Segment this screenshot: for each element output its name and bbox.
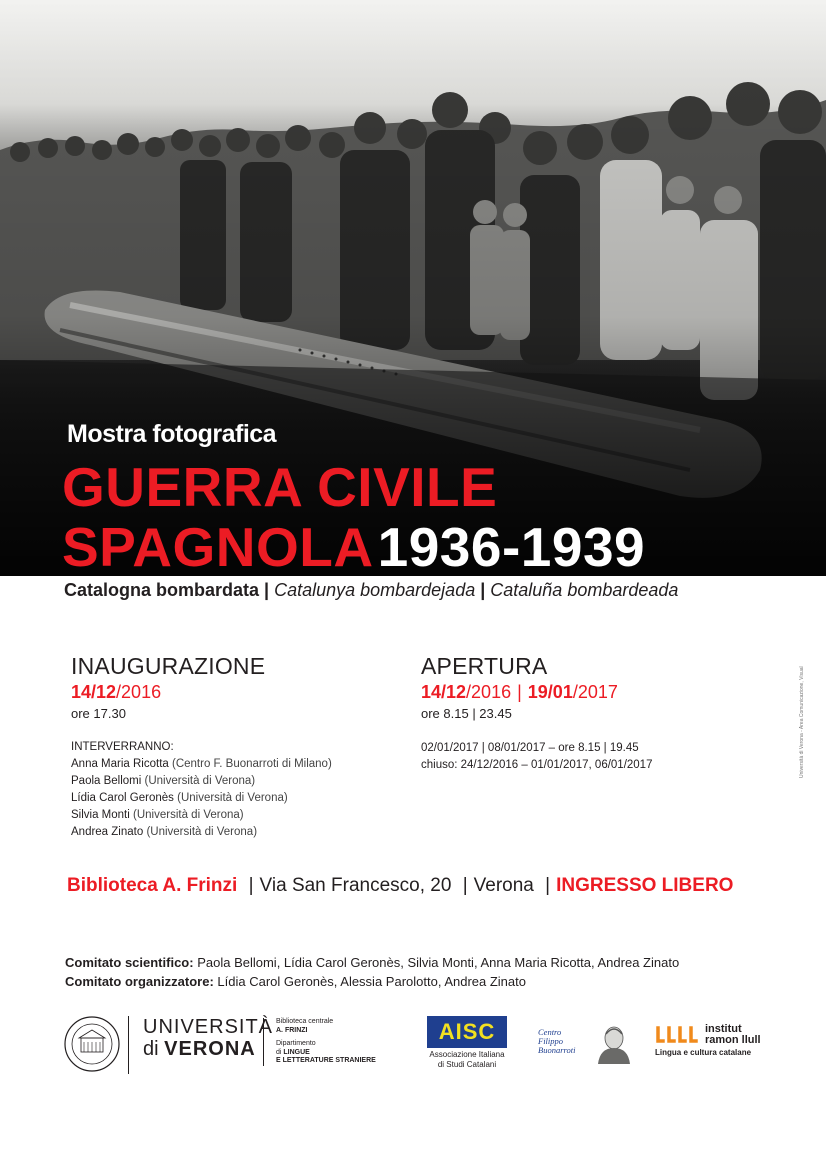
venue-street: Via San Francesco, 20: [259, 875, 452, 896]
speaker-affiliation: (Università di Verona): [146, 826, 258, 838]
subtitle-italian: Catalogna bombardata: [64, 580, 260, 600]
inauguration-date-day: 14/12: [71, 682, 117, 702]
speaker-name: Lídia Carol Geronès: [71, 792, 174, 804]
speaker-item: [71, 773, 391, 790]
scientific-committee: [65, 953, 679, 972]
buonarroti-portrait-icon: [592, 1022, 634, 1064]
subtitle-spanish: Cataluña bombardeada: [490, 580, 679, 600]
inauguration-date: [71, 682, 391, 703]
aisc-name: [424, 1050, 510, 1070]
holiday-hours: 02/01/2017 | 08/01/2017 – ore 8.15 | 19.45: [421, 742, 639, 754]
free-entry: INGRESSO LIBERO: [556, 875, 734, 896]
inauguration-date-year: /2016: [116, 682, 162, 702]
organizing-committee: [65, 972, 679, 991]
llull-line-2: ramon llull: [705, 1034, 761, 1046]
title-line-2-text: SPAGNOLA: [62, 516, 374, 576]
inauguration-heading: INAUGURAZIONE: [71, 653, 266, 679]
speaker-affiliation: (Università di Verona): [133, 809, 244, 821]
aisc-logo: [424, 1016, 510, 1070]
univ-di: di: [143, 1038, 159, 1060]
venue-name: Biblioteca A. Frinzi: [67, 875, 238, 896]
organizing-committee-label: Comitato organizzatore:: [65, 974, 214, 989]
venue-city: Verona: [473, 875, 534, 896]
llull-mark-icon: [655, 1026, 701, 1044]
hero-photo: [0, 0, 826, 576]
aisc-line-2: di Studi Catalani: [437, 1060, 497, 1069]
opening-dates: [421, 682, 741, 703]
univ-word: UNIVERSITÀ: [143, 1016, 274, 1038]
aisc-mark: AISC: [427, 1016, 507, 1048]
bib-line: Biblioteca centrale: [276, 1018, 334, 1025]
dept-name-1: LINGUE: [283, 1048, 310, 1056]
committees: [65, 953, 679, 991]
inauguration-section: [71, 653, 391, 841]
dept-name-2: E LETTERATURE STRANIERE: [276, 1057, 376, 1064]
scientific-committee-members: Paola Bellomi, Lídia Carol Geronès, Silvia Monti, Anna Maria Ricotta, Andrea Zinato: [197, 955, 680, 970]
speaker-affiliation: (Università di Verona): [144, 775, 256, 787]
speaker-affiliation: (Università di Verona): [177, 792, 288, 804]
speakers-label: INTERVERRANNO:: [71, 741, 174, 753]
design-credit: Università di Verona - Area Comunicazione, Visual: [799, 666, 805, 778]
university-of-verona-logo: [128, 1016, 273, 1074]
exhibit-kicker: Mostra fotografica: [67, 420, 277, 448]
title-years: 1936-1939: [377, 516, 646, 576]
inauguration-time: ore 17.30: [71, 706, 126, 721]
opening-end-day: 19/01: [527, 682, 573, 702]
opening-section: [421, 653, 741, 774]
centro-buonarroti-logo: [538, 1028, 575, 1055]
llull-tagline: Lingua e cultura catalane: [655, 1048, 752, 1057]
date-separator: |: [517, 682, 522, 702]
university-seal-icon: [64, 1016, 120, 1072]
speaker-item: [71, 824, 391, 841]
opening-start-day: 14/12: [421, 682, 467, 702]
univ-name-line: [143, 1038, 273, 1060]
venue-line: Biblioteca A. Frinzi | Via San Francesco, 20 | Verona | INGRESSO LIBERO: [67, 875, 734, 896]
library-department-text: [263, 1018, 376, 1066]
cfb-line-2: Filippo: [538, 1036, 564, 1046]
scientific-committee-label: Comitato scientifico:: [65, 955, 194, 970]
speaker-item: [71, 807, 391, 824]
aisc-line-1: Associazione Italiana: [429, 1050, 505, 1059]
opening-end-year: /2017: [572, 682, 618, 702]
bib-name: A. FRINZI: [276, 1026, 308, 1034]
llull-name: [705, 1024, 761, 1046]
speaker-item: [71, 756, 391, 773]
opening-hours: ore 8.15 | 23.45: [421, 706, 512, 721]
speaker-name: Andrea Zinato: [71, 826, 144, 838]
speaker-item: [71, 790, 391, 807]
dept-di: di: [276, 1048, 282, 1056]
speaker-name: Anna Maria Ricotta: [71, 758, 169, 770]
partner-logos: [0, 1010, 826, 1080]
univ-name: VERONA: [164, 1038, 256, 1060]
speaker-name: Paola Bellomi: [71, 775, 142, 787]
title-line-1: GUERRA CIVILE: [62, 456, 498, 518]
speakers-list: [71, 739, 391, 841]
opening-heading: APERTURA: [421, 653, 548, 679]
speaker-name: Silvia Monti: [71, 809, 130, 821]
dept-line: Dipartimento: [276, 1040, 316, 1047]
organizing-committee-members: Lídia Carol Geronès, Alessia Parolotto, Andrea Zinato: [217, 974, 526, 989]
closed-dates: chiuso: 24/12/2016 – 01/01/2017, 06/01/2017: [421, 759, 653, 771]
multilingual-subtitle: Catalogna bombardata | Catalunya bombardejada | Cataluña bombardeada: [64, 580, 679, 600]
opening-start-year: /2016: [466, 682, 512, 702]
cfb-line-1: Centro: [538, 1027, 562, 1037]
subtitle-catalan: Catalunya bombardejada: [274, 580, 476, 600]
special-hours: [421, 740, 741, 774]
llull-line-1: institut: [705, 1023, 742, 1035]
cfb-line-3: Buonarroti: [538, 1045, 576, 1055]
title-line-2: [62, 516, 646, 576]
speaker-affiliation: (Centro F. Buonarroti di Milano): [172, 758, 332, 770]
